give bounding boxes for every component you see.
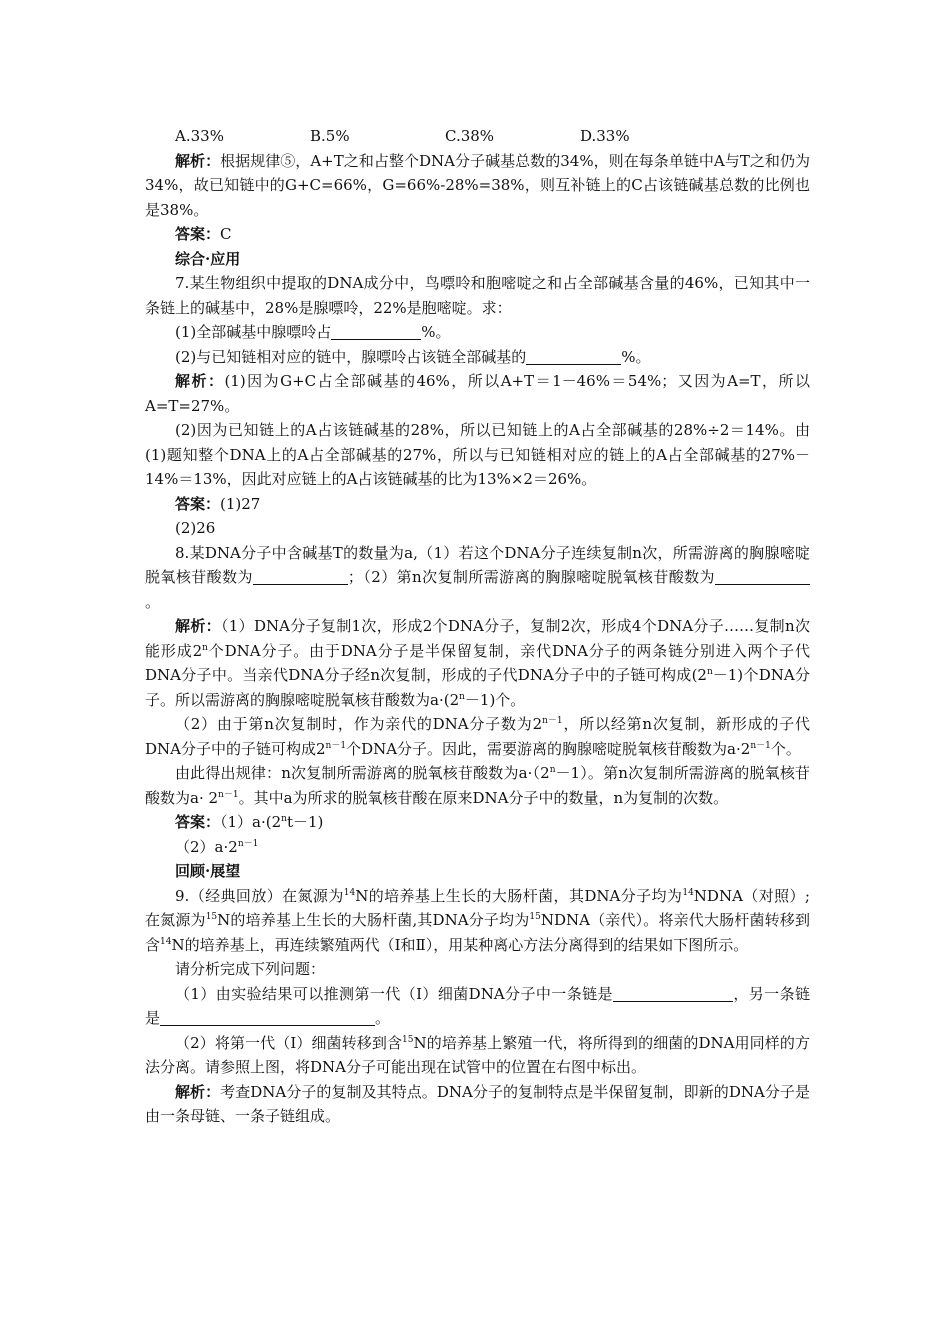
q8-analysis-1: 解析：（1）DNA分子复制1次，形成2个DNA分子，复制2次，形成4个DNA分子……复制n次能形成2$^n$个DNA分子。由于DNA分子是半保留复制，亲代DNA分子的两条链分别进入两个子代DNA分子中。当亲代DNA分子经n次复制，形成的子代DNA分子中的子链可构成$(2^n-1)$个DNA分子。所以需游离的胸腺嘧啶脱氧核苷酸数为$a\cdot(2^n-1)$个。 bbox=[145, 617, 810, 709]
section-heading-apply: 综合·应用 bbox=[175, 249, 241, 268]
answer-label: 答案： bbox=[175, 813, 221, 831]
answer-label: 答案： bbox=[175, 494, 221, 513]
q8-answer-2: $(2)a\cdot 2^{n-1}$ bbox=[175, 837, 259, 856]
answer-label: 答案： bbox=[175, 225, 221, 243]
q7-answer: 答案：(1)27 bbox=[175, 494, 261, 513]
q6-answer: 答案：C bbox=[175, 225, 232, 243]
option-a: A.33% bbox=[175, 127, 224, 145]
q9-analysis: 解析：考查DNA分子的复制及其特点。DNA分子的复制特点是半保留复制，即新的DNA分子是由一条母链、一条子链组成。 bbox=[145, 1082, 810, 1125]
section-heading-review: 回顾·展望 bbox=[175, 862, 241, 880]
option-d: D.33% bbox=[580, 127, 630, 145]
document-page bbox=[145, 124, 810, 1129]
q8-analysis-2: （2）由于第n次复制时，作为亲代的DNA分子数为$2^{n-1}$，所以经第n次复制，新形成的子代DNA分子中的子链可构成$2^{n-1}$个DNA分子。因此，需要游离的胸腺嘧啶脱氧核苷酸数为$a\cdot 2^{n-1}$个。 bbox=[145, 715, 810, 758]
q7-stem: 7.某生物组织中提取的DNA成分中，鸟嘌呤和胞嘧啶之和占全部碱基含量的46%，已知其中一条链上的碱基中，28%是腺嘌呤，22%是胞嘧啶。求： bbox=[145, 274, 810, 317]
answer-blank bbox=[160, 1009, 375, 1026]
answer-blank bbox=[331, 323, 421, 340]
q8-rule: 由此得出规律：n次复制所需游离的脱氧核苷酸数为$a\cdot(2^n-1)$。第n次复制所需游离的脱氧核苷酸数为$a\cdot 2^{n-1}$。其中a为所求的脱氧核苷酸在原来DNA分子中的数量，n为复制的次数。 bbox=[145, 764, 810, 807]
answer-options bbox=[145, 124, 810, 149]
analysis-label: 解析： bbox=[175, 372, 225, 390]
q7-analysis-1: 解析：(1)因为G+C占全部碱基的46%，所以A+T＝1－46%＝54%；又因为A=T，所以A=T=27%。 bbox=[145, 372, 810, 415]
answer-blank bbox=[253, 568, 348, 585]
analysis-label: 解析： bbox=[175, 151, 221, 170]
q7-answer-2: (2)26 bbox=[175, 519, 216, 537]
q9-sub1: （1）由实验结果可以推测第一代（Ⅰ）细菌DNA分子中一条链是 ，另一条链是 。 bbox=[145, 984, 810, 1027]
option-c: C.38% bbox=[445, 127, 495, 145]
q6-analysis: 解析：根据规律⑤，A+T之和占整个DNA分子碱基总数的34%，则在每条单链中A与T之和仍为34%，故已知链中的G+C=66%，G=66%-28%=38%，则互补链上的C占该链碱基总数的比例也是38%。 bbox=[145, 151, 810, 219]
answer-blank bbox=[526, 348, 621, 365]
q7-analysis-2: (2)因为已知链上的A占该链碱基的28%，所以已知链上的A占全部碱基的28%÷2＝14%。由(1)题知整个DNA上的A占全部碱基的27%，所以与已知链相对应的链上的A占全部碱基的27%－14%＝13%，因此对应链上的A占该链碱基的比为13%×2＝26%。 bbox=[145, 421, 810, 488]
q8-answer: 答案：$(1)a\cdot(2^nt-1)$ bbox=[175, 813, 324, 831]
q7-sub2: (2)与已知链相对应的链中，腺嘌呤占该链全部碱基的 %。 bbox=[175, 347, 651, 366]
q9-prompt: 请分析完成下列问题： bbox=[175, 960, 326, 978]
analysis-label: 解析： bbox=[175, 1082, 221, 1101]
q7-sub1: (1)全部碱基中腺嘌呤占 %。 bbox=[175, 323, 451, 341]
answer-blank bbox=[715, 568, 810, 585]
option-b: B.5% bbox=[310, 127, 350, 145]
q9-stem: 9.（经典回放）在氮源为$^{14}$N的培养基上生长的大肠杆菌，其DNA分子均为$^{14}$NDNA（对照）;在氮源为$^{15}$N的培养基上生长的大肠杆菌,其DNA分子均为$^{15}$NDNA（亲代）。将亲代大肠杆菌转移到含$^{14}$N的培养基上，再连续繁殖两代（Ⅰ和Ⅱ），用某种离心方法分离得到的结果如下图所示。 bbox=[145, 886, 810, 954]
answer-blank bbox=[613, 985, 733, 1002]
q9-sub2: （2）将第一代（Ⅰ）细菌转移到含$^{15}$N的培养基上繁殖一代，将所得到的细菌的DNA用同样的方法分离。请参照上图，将DNA分子可能出现在试管中的位置在右图中标出。 bbox=[145, 1033, 810, 1076]
q8-stem: 8.某DNA分子中含碱基T的数量为a,（1）若这个DNA分子连续复制n次，所需游离的胸腺嘧啶脱氧核苷酸数为 ；（2）第n次复制所需游离的胸腺嘧啶脱氧核苷酸数为。 bbox=[145, 543, 810, 611]
analysis-label: 解析： bbox=[175, 617, 221, 635]
